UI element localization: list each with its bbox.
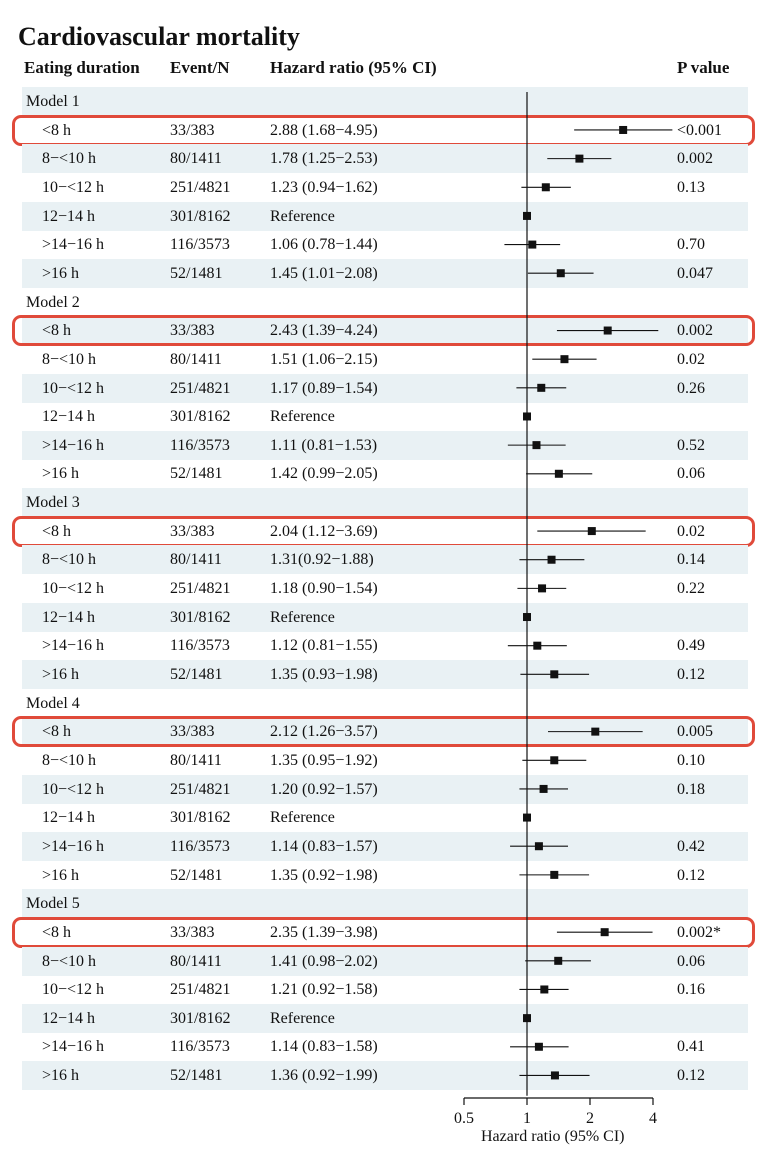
hazard-ratio-text: 1.35 (0.95−1.92) (270, 751, 378, 769)
group-label: >14−16 h (42, 1038, 105, 1056)
x-tick-label: 2 (586, 1110, 594, 1127)
x-tick-label: 0.5 (454, 1110, 474, 1127)
p-value: 0.49 (677, 637, 705, 655)
point-estimate (528, 241, 536, 249)
point-estimate (538, 584, 546, 592)
hazard-ratio-text: 2.35 (1.39−3.98) (270, 923, 378, 941)
p-value: 0.12 (677, 866, 705, 884)
point-estimate (523, 212, 531, 220)
event-count: 80/1411 (170, 952, 222, 970)
group-label: 10−<12 h (42, 379, 105, 397)
event-count: 52/1481 (170, 264, 223, 282)
point-estimate (542, 183, 550, 191)
group-label: >16 h (42, 866, 80, 884)
point-estimate (557, 269, 565, 277)
event-count: 33/383 (170, 522, 215, 540)
hazard-ratio-text: 1.51 (1.06−2.15) (270, 350, 378, 368)
hazard-ratio-text: 1.35 (0.93−1.98) (270, 666, 378, 683)
hazard-ratio-text: 1.14 (0.83−1.57) (270, 837, 378, 855)
point-estimate (533, 642, 541, 650)
event-count: 80/1411 (170, 551, 222, 569)
point-estimate (532, 441, 540, 449)
point-estimate (555, 470, 563, 478)
point-estimate (575, 155, 583, 163)
point-estimate (523, 613, 531, 621)
p-value: 0.18 (677, 780, 705, 798)
point-estimate (540, 785, 548, 793)
group-label: >14−16 h (42, 837, 105, 855)
group-label: >14−16 h (42, 436, 105, 454)
group-label: 10−<12 h (42, 780, 105, 798)
hazard-ratio-text: Reference (270, 1009, 335, 1027)
event-count: 301/8162 (170, 1009, 231, 1027)
event-count: 251/4821 (170, 379, 231, 397)
event-count: 33/383 (170, 923, 215, 941)
group-label: <8 h (42, 522, 72, 540)
group-label: >16 h (42, 666, 80, 683)
hazard-ratio-text: 1.06 (0.78−1.44) (270, 236, 378, 254)
event-count: 251/4821 (170, 780, 231, 798)
model-label: Model 4 (26, 694, 80, 712)
hazard-ratio-text: 1.14 (0.83−1.58) (270, 1038, 378, 1056)
p-value: 0.047 (677, 264, 713, 282)
group-label: 12−14 h (42, 408, 96, 426)
p-value: 0.14 (677, 551, 705, 569)
hazard-ratio-text: 1.41 (0.98−2.02) (270, 952, 378, 970)
group-label: <8 h (42, 121, 72, 139)
group-label: >16 h (42, 1067, 80, 1085)
point-estimate (535, 842, 543, 850)
hazard-ratio-text: Reference (270, 809, 335, 827)
p-value: 0.002 (677, 322, 713, 340)
p-value: 0.26 (677, 379, 705, 397)
group-label: <8 h (42, 923, 72, 941)
point-estimate (550, 871, 558, 879)
event-count: 251/4821 (170, 981, 231, 999)
p-value: 0.41 (677, 1038, 705, 1056)
group-label: 12−14 h (42, 608, 96, 626)
p-value: 0.02 (677, 350, 705, 368)
point-estimate (548, 556, 556, 564)
event-count: 52/1481 (170, 866, 223, 884)
event-count: 301/8162 (170, 608, 231, 626)
event-count: 80/1411 (170, 751, 222, 769)
event-count: 33/383 (170, 322, 215, 340)
point-estimate (560, 355, 568, 363)
point-estimate (540, 985, 548, 993)
event-count: 52/1481 (170, 666, 223, 683)
header-hazard-ratio: Hazard ratio (95% CI) (270, 58, 437, 77)
group-label: 8−<10 h (42, 350, 97, 368)
chart-title: Cardiovascular mortality (18, 22, 300, 51)
hazard-ratio-text: 2.88 (1.68−4.95) (270, 121, 378, 139)
p-value: 0.06 (677, 465, 705, 483)
p-value: 0.22 (677, 580, 705, 598)
event-count: 251/4821 (170, 178, 231, 196)
event-count: 301/8162 (170, 408, 231, 426)
point-estimate (537, 384, 545, 392)
header-event-n: Event/N (170, 58, 230, 77)
p-value: 0.002* (677, 923, 721, 941)
hazard-ratio-text: Reference (270, 608, 335, 626)
hazard-ratio-text: 1.20 (0.92−1.57) (270, 780, 378, 798)
hazard-ratio-text: 1.23 (0.94−1.62) (270, 178, 378, 196)
p-value: 0.12 (677, 666, 705, 683)
group-label: <8 h (42, 322, 72, 340)
x-tick-label: 1 (523, 1110, 531, 1127)
model-label: Model 2 (26, 293, 80, 311)
hazard-ratio-text: 1.11 (0.81−1.53) (270, 436, 378, 454)
group-label: 12−14 h (42, 809, 96, 827)
event-count: 116/3573 (170, 236, 230, 254)
point-estimate (523, 814, 531, 822)
event-count: 301/8162 (170, 809, 231, 827)
event-count: 251/4821 (170, 580, 231, 598)
model-label: Model 1 (26, 93, 80, 110)
model-label: Model 3 (26, 494, 80, 512)
event-count: 33/383 (170, 723, 215, 741)
p-value: <0.001 (677, 121, 723, 139)
event-count: 301/8162 (170, 207, 231, 225)
hazard-ratio-text: Reference (270, 207, 335, 225)
hazard-ratio-text: 1.17 (0.89−1.54) (270, 379, 378, 397)
point-estimate (535, 1043, 543, 1051)
group-label: 8−<10 h (42, 150, 97, 168)
p-value: 0.002 (677, 150, 713, 168)
point-estimate (523, 1014, 531, 1022)
point-estimate (523, 412, 531, 420)
group-label: 10−<12 h (42, 981, 105, 999)
point-estimate (588, 527, 596, 535)
hazard-ratio-text: Reference (270, 408, 335, 426)
p-value: 0.16 (677, 981, 705, 999)
group-label: >14−16 h (42, 236, 105, 254)
event-count: 116/3573 (170, 837, 230, 855)
p-value: 0.12 (677, 1067, 705, 1085)
hazard-ratio-text: 1.35 (0.92−1.98) (270, 866, 378, 884)
event-count: 52/1481 (170, 465, 223, 483)
hazard-ratio-text: 1.42 (0.99−2.05) (270, 465, 378, 483)
group-label: 10−<12 h (42, 178, 105, 196)
hazard-ratio-text: 1.45 (1.01−2.08) (270, 264, 378, 282)
group-label: 12−14 h (42, 1009, 96, 1027)
hazard-ratio-text: 1.18 (0.90−1.54) (270, 580, 378, 598)
header-p-value: P value (677, 58, 730, 77)
p-value: 0.42 (677, 837, 705, 855)
hazard-ratio-text: 1.12 (0.81−1.55) (270, 637, 378, 655)
group-label: 12−14 h (42, 207, 96, 225)
group-label: >16 h (42, 465, 80, 483)
event-count: 52/1481 (170, 1067, 223, 1085)
point-estimate (591, 728, 599, 736)
header-eating-duration: Eating duration (24, 58, 140, 77)
p-value: 0.005 (677, 723, 713, 741)
p-value: 0.70 (677, 236, 705, 254)
hazard-ratio-text: 1.78 (1.25−2.53) (270, 150, 378, 168)
x-axis-title: Hazard ratio (95% CI) (481, 1128, 625, 1145)
x-tick-label: 4 (649, 1110, 657, 1127)
hazard-ratio-text: 2.43 (1.39−4.24) (270, 322, 378, 340)
group-label: 8−<10 h (42, 952, 97, 970)
point-estimate (604, 327, 612, 335)
hazard-ratio-text: 2.12 (1.26−3.57) (270, 723, 378, 741)
event-count: 33/383 (170, 121, 215, 139)
point-estimate (550, 756, 558, 764)
group-label: 10−<12 h (42, 580, 105, 598)
hazard-ratio-text: 1.21 (0.92−1.58) (270, 981, 378, 999)
p-value: 0.10 (677, 751, 705, 769)
event-count: 116/3573 (170, 1038, 230, 1056)
point-estimate (554, 957, 562, 965)
p-value: 0.13 (677, 178, 705, 196)
p-value: 0.52 (677, 436, 705, 454)
p-value: 0.06 (677, 952, 705, 970)
point-estimate (550, 670, 558, 678)
model-label: Model 5 (26, 895, 80, 913)
group-label: 8−<10 h (42, 751, 97, 769)
p-value: 0.02 (677, 522, 705, 540)
point-estimate (601, 928, 609, 936)
event-count: 80/1411 (170, 150, 222, 168)
group-label: >14−16 h (42, 637, 105, 655)
group-label: >16 h (42, 264, 80, 282)
group-label: <8 h (42, 723, 72, 741)
hazard-ratio-text: 1.31(0.92−1.88) (270, 551, 374, 569)
event-count: 116/3573 (170, 637, 230, 655)
hazard-ratio-text: 1.36 (0.92−1.99) (270, 1067, 378, 1085)
group-label: 8−<10 h (42, 551, 97, 569)
point-estimate (619, 126, 627, 134)
event-count: 116/3573 (170, 436, 230, 454)
point-estimate (551, 1071, 559, 1079)
event-count: 80/1411 (170, 350, 222, 368)
hazard-ratio-text: 2.04 (1.12−3.69) (270, 522, 378, 540)
